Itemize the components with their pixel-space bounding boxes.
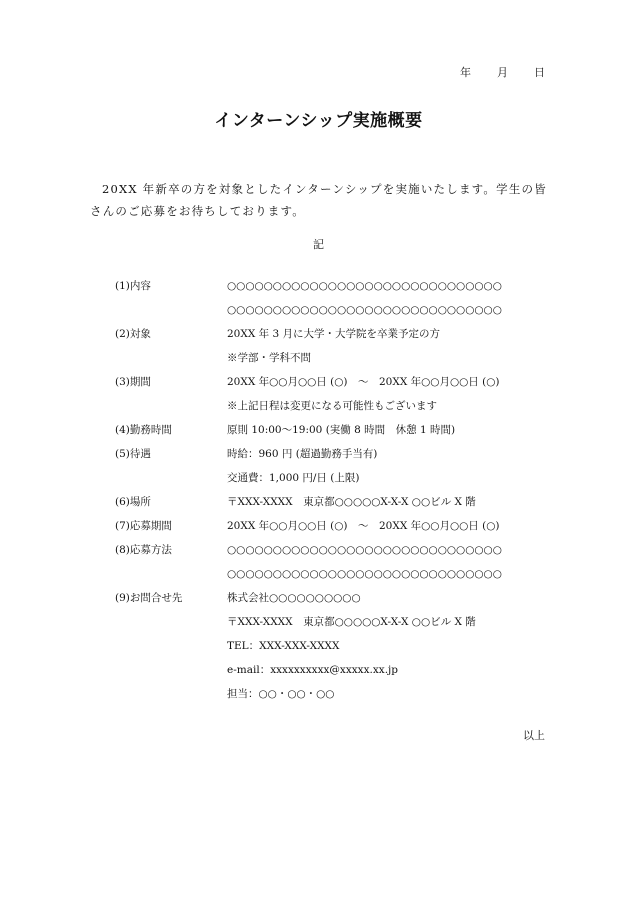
date-day: 日: [534, 66, 545, 79]
item-row: [115, 418, 555, 442]
item-row: [115, 610, 555, 634]
item-value: 原則 10:00～19:00 (実働 8 時間 休憩 1 時間): [227, 424, 456, 436]
item-row: [115, 682, 555, 706]
item-value: 交通費：1,000 円/日 (上限): [227, 472, 360, 484]
date-month: 月: [497, 66, 508, 79]
date-year: 年: [460, 66, 471, 79]
item-row: [115, 394, 555, 418]
item-label-spacer: [115, 658, 227, 682]
item-list: [115, 274, 555, 706]
item-row: [115, 466, 555, 490]
item-row: [115, 586, 555, 610]
item-value: ○○○○○○○○○○○○○○○○○○○○○○○○○○○○○○: [227, 544, 502, 556]
item-label: (6)場所: [115, 496, 151, 508]
item-row: [115, 346, 555, 370]
item-label-spacer: [115, 394, 227, 418]
item-value: TEL：XXX-XXX-XXXX: [227, 640, 340, 652]
item-value: 株式会社○○○○○○○○○○: [227, 592, 361, 604]
item-label-spacer: [115, 562, 227, 586]
item-row: [115, 562, 555, 586]
item-label: (7)応募期間: [115, 520, 172, 532]
item-label-spacer: [115, 346, 227, 370]
item-row: [115, 658, 555, 682]
item-label: (8)応募方法: [115, 544, 172, 556]
item-row: [115, 442, 555, 466]
item-label: (3)期間: [115, 376, 151, 388]
item-value: 〒XXX-XXXX 東京都○○○○○X-X-X ○○ビル X 階: [227, 616, 476, 628]
item-value: ※上記日程は変更になる可能性もございます: [227, 400, 437, 412]
item-label-spacer: [115, 634, 227, 658]
item-row: [115, 538, 555, 562]
item-value: ※学部・学科不問: [227, 352, 311, 364]
item-value: ○○○○○○○○○○○○○○○○○○○○○○○○○○○○○○: [227, 568, 502, 580]
item-label-spacer: [115, 610, 227, 634]
ki-heading: 記: [313, 238, 324, 251]
item-row: [115, 634, 555, 658]
closing-text: 以上: [523, 729, 545, 742]
item-row: [115, 370, 555, 394]
item-label: (9)お問合せ先: [115, 592, 183, 604]
item-value: 〒XXX-XXXX 東京都○○○○○X-X-X ○○ビル X 階: [227, 496, 476, 508]
document-title: インターンシップ実施概要: [214, 111, 423, 131]
item-label-spacer: [115, 682, 227, 706]
item-row: [115, 490, 555, 514]
item-label: (1)内容: [115, 280, 151, 292]
item-value: 20XX 年 3 月に大学・大学院を卒業予定の方: [227, 328, 441, 340]
item-value: 時給：960 円 (超過勤務手当有): [227, 448, 378, 460]
item-label-spacer: [115, 466, 227, 490]
item-row: [115, 322, 555, 346]
item-value: e-mail：xxxxxxxxxx@xxxxx.xx.jp: [227, 664, 399, 676]
item-label-spacer: [115, 298, 227, 322]
item-value: ○○○○○○○○○○○○○○○○○○○○○○○○○○○○○○: [227, 280, 502, 292]
item-label: (2)対象: [115, 328, 151, 340]
item-value: 担当：○○・○○・○○: [227, 688, 335, 700]
item-value: 20XX 年○○月○○日 (○) ～ 20XX 年○○月○○日 (○): [227, 376, 500, 388]
item-label: (5)待遇: [115, 448, 151, 460]
item-value: 20XX 年○○月○○日 (○) ～ 20XX 年○○月○○日 (○): [227, 520, 500, 532]
intro-paragraph: 20XX 年新卒の方を対象としたインターンシップを実施いたします。学生の皆さんのご応募をお待ちしております。: [90, 182, 547, 218]
item-row: [115, 514, 555, 538]
item-row: [115, 274, 555, 298]
date-line: [460, 64, 545, 80]
item-row: [115, 298, 555, 322]
item-label: (4)勤務時間: [115, 424, 172, 436]
item-value: ○○○○○○○○○○○○○○○○○○○○○○○○○○○○○○: [227, 304, 502, 316]
